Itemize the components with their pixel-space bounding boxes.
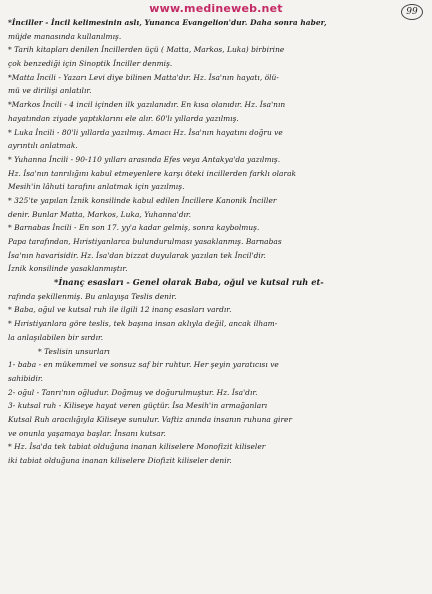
text-line: *Matta İncili - Yazarı Levi diye bilinen Matta'dır. Hz. İsa'nın hayatı, ölü- [8, 72, 279, 82]
text-line: * Hıristiyanlara göre teslis, tek başına insan aklıyla değil, ancak ilham- [8, 319, 278, 329]
text-line: müjde manasında kullanılmış. [8, 31, 122, 41]
text-line: * Tarih kitapları denilen İncillerden üçü ( Matta, Markos, Luka) birbirine [8, 45, 285, 55]
text-line: Kutsal Ruh aracılığıyla Kiliseye sunulur. Vaftiz anında insanın ruhuna girer [8, 414, 293, 424]
text-line: denir. Bunlar Matta, Markos, Luka, Yuhanna'dır. [8, 209, 192, 219]
text-line: *Markos İncili - 4 incil içinden ilk yazılanıdır. En kısa olanıdır. Hz. İsa'nın [8, 100, 286, 110]
text-line: İznik konsilinde yasaklanmıştır. [8, 264, 128, 274]
text-line: Mesih'in lâhuti tarafını anlatmak için yazılmış. [8, 182, 185, 192]
page-number: 99 [401, 4, 423, 20]
text-line: * Luka İncili - 80'li yıllarda yazılmış. Amacı Hz. İsa'nın hayatını doğru ve [8, 127, 283, 137]
text-line: sahibidir. [8, 373, 44, 383]
text-line: * Barnabas İncili - En son 17. yy'a kadar gelmiş, sonra kaybolmuş. [8, 223, 260, 233]
text-line: çok benzediği için Sinoptik İnciller denmiş. [8, 59, 173, 69]
text-line: ayrıntılı anlatmak. [8, 141, 78, 151]
watermark: www.medineweb.net [149, 2, 283, 15]
text-line: * Yuhanna İncili - 90-110 yılları arasında Efes veya Antakya'da yazılmış. [8, 154, 281, 164]
text-line: *İnciller - İncil kelimesinin aslı, Yunanca Evangelion'dur. Daha sonra haber, [8, 18, 327, 27]
text-line: * Hz. İsa'da tek tabiat olduğuna inanan kiliselere Monofizit kiliseler [8, 442, 266, 452]
text-line: * Baba, oğul ve kutsal ruh ile ilgili 12 inanç esasları vardır. [8, 305, 232, 315]
text-line: hayatından ziyade yaptıklarını ele alır. 60'lı yıllarda yazılmış. [8, 113, 239, 123]
text-line: Hz. İsa'nın tanrılığını kabul etmeyenlere karşı öteki incillerden farklı olarak [8, 168, 297, 178]
text-line: *İnanç esasları - Genel olarak Baba, oğul ve kutsal ruh et- [54, 277, 324, 288]
handwritten-text [8, 16, 424, 468]
text-line: * 325'te yapılan İznik konsilinde kabul edilen İncillere Kanonik İnciller [8, 195, 277, 205]
text-line: 3- kutsal ruh - Kiliseye hayat veren güçtür. İsa Mesih'in armağanları [8, 401, 268, 411]
text-line: mü ve dirilişi anlatılır. [8, 86, 92, 96]
text-line: İsa'nın havarisidir. Hz. İsa'dan bizzat duyularak yazılan tek İncil'dir. [8, 250, 266, 260]
text-line: ve onunla yaşamaya başlar. İnsanı kutsar. [8, 428, 166, 438]
text-line: Papa tarafından, Hıristiyanlarca bulundurulması yasaklanmış. Barnabas [8, 237, 282, 246]
text-line: * Teslisin unsurları [38, 346, 110, 356]
text-line: la anlaşılabilen bir sırdır. [8, 332, 104, 342]
text-line: rafında şekillenmiş. Bu anlayışa Teslis denir. [8, 291, 177, 301]
text-line: iki tabiat olduğuna inanan kiliselere Diofizit kiliseler denir. [8, 456, 232, 465]
text-line: 1- baba - en mükemmel ve sonsuz saf bir ruhtur. Her şeyin yaratıcısı ve [8, 360, 279, 370]
text-line: 2- oğul - Tanrı'nın oğludur. Doğmuş ve doğurulmuştur. Hz. İsa'dır. [8, 387, 258, 397]
